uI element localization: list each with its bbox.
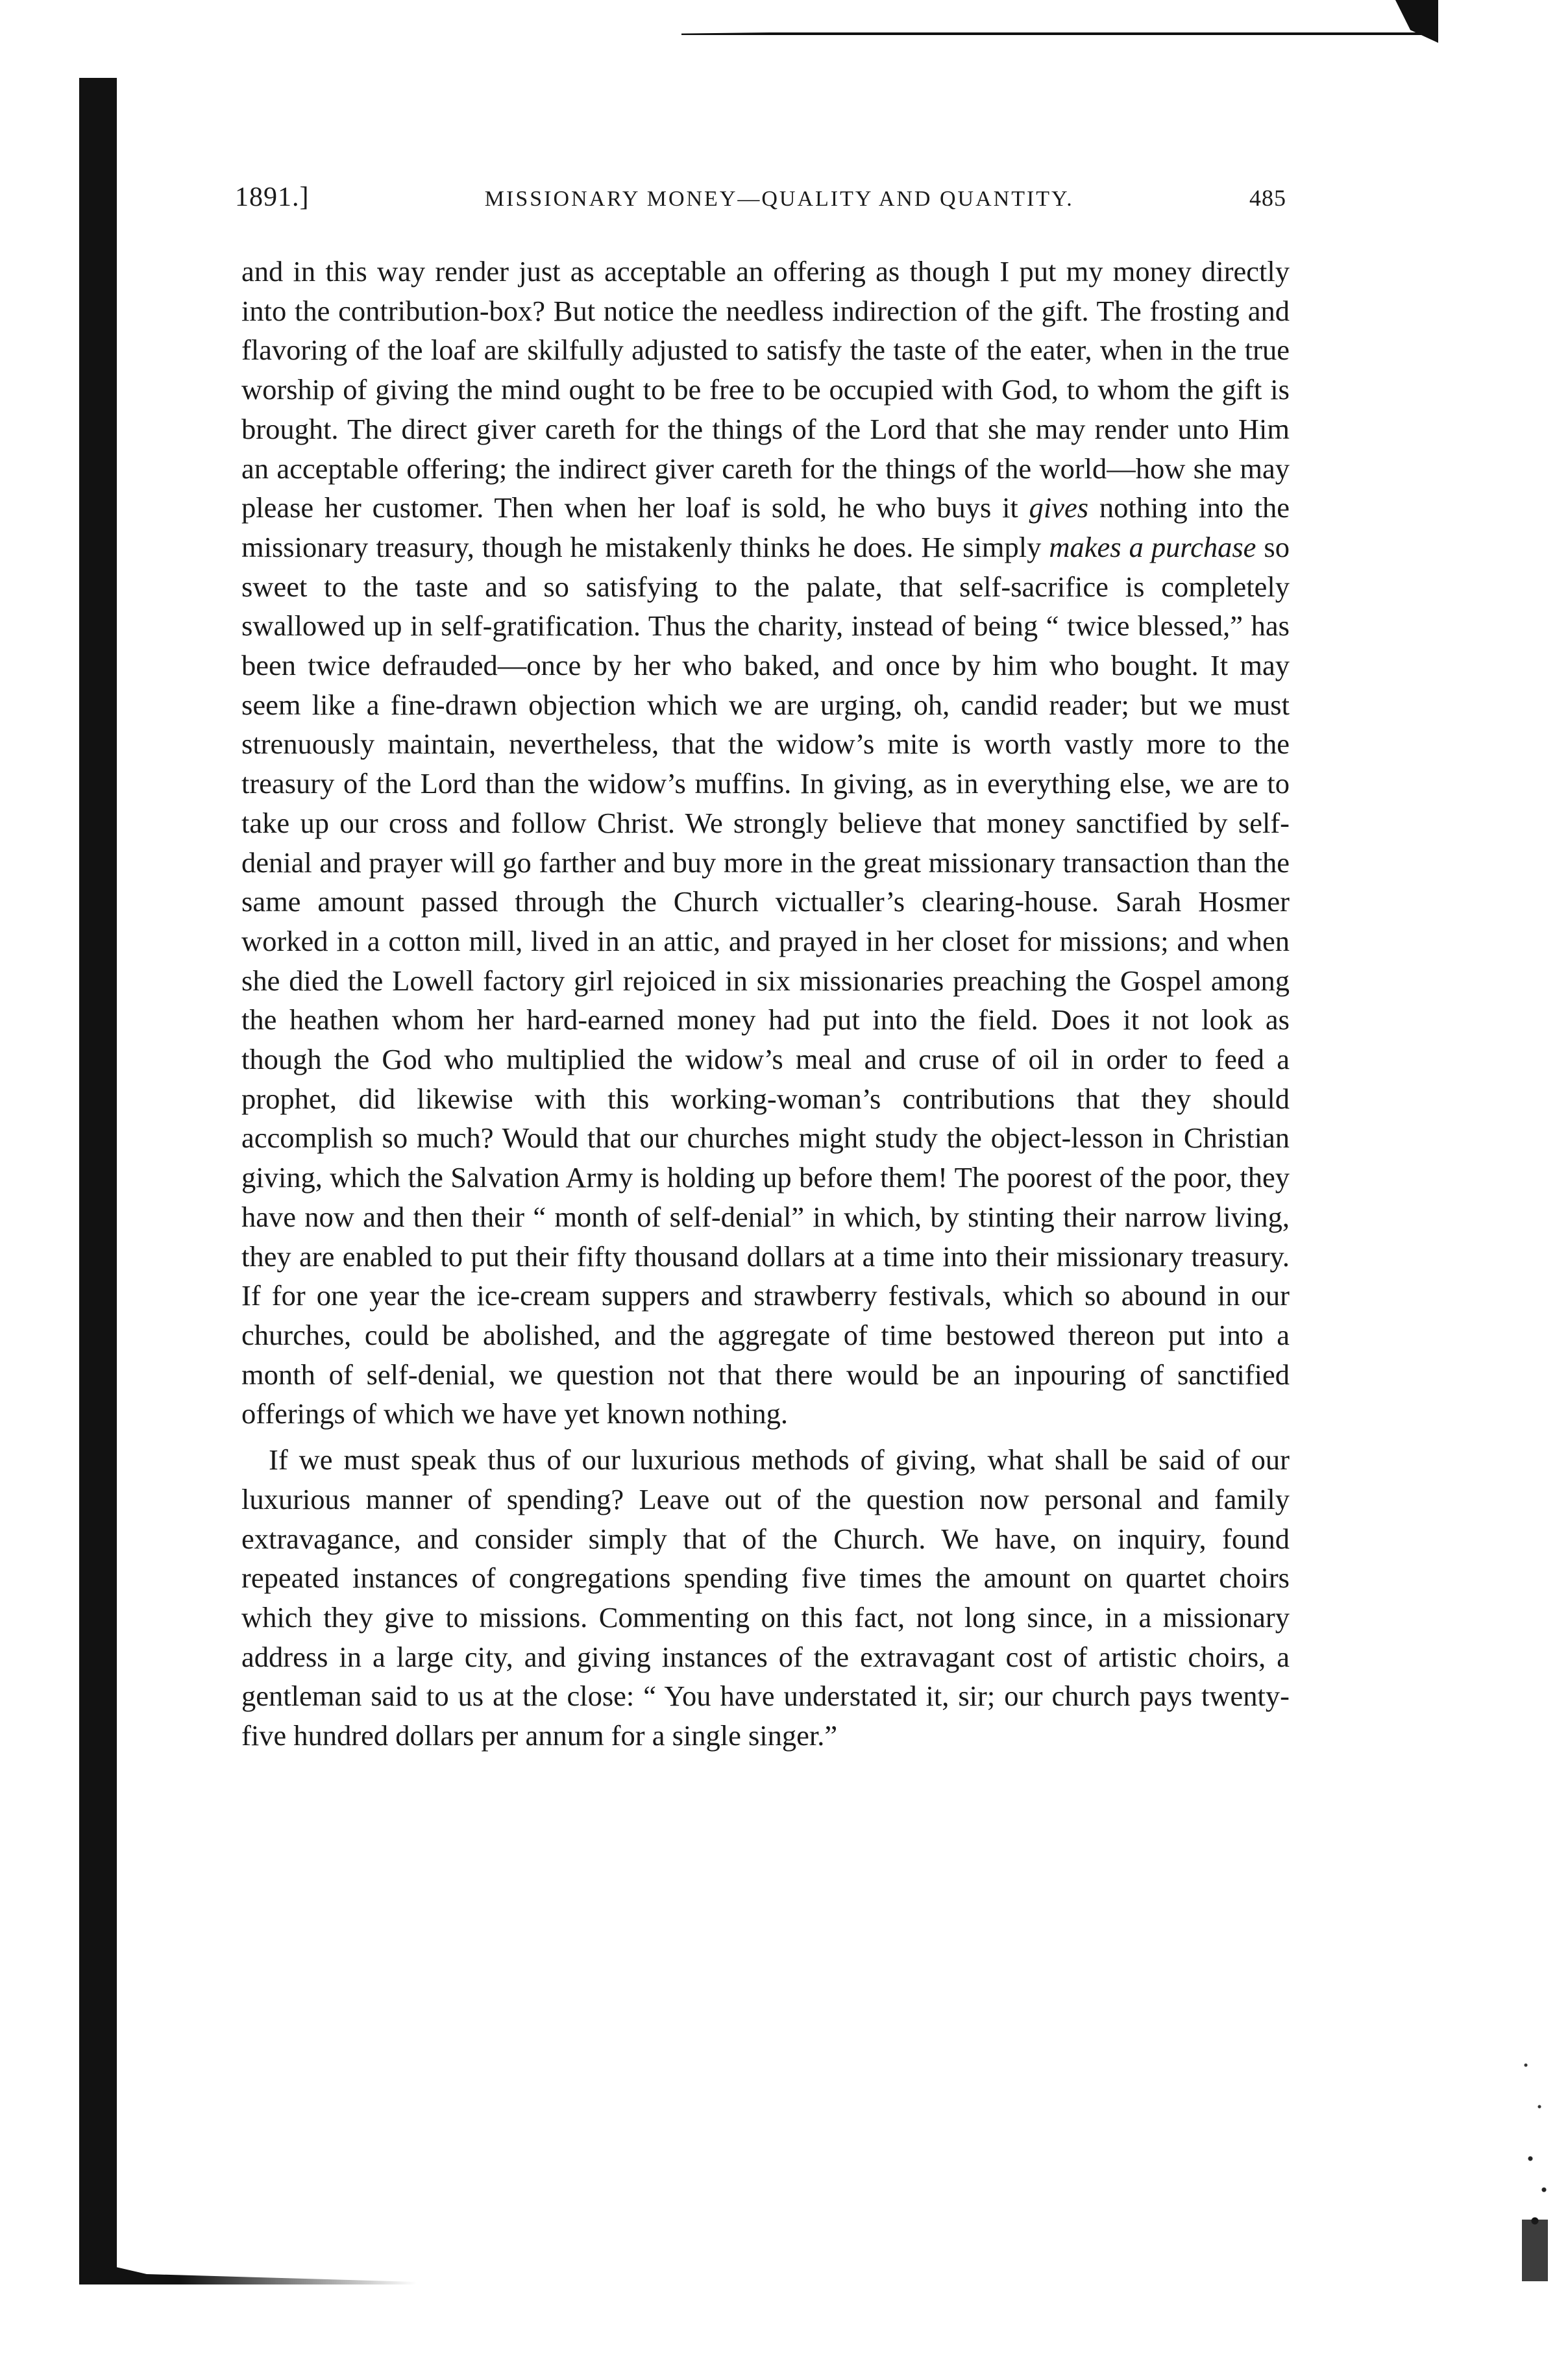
- paragraph-2: If we must speak thus of our luxurious methods of giving, what shall be said of our luxurious manner of spending? Leave out of the question now personal and family extravagance, and consider simply that of the Church. We have, on inquiry, found repeated instances of congregations spending five times the amount on quartet choirs which they give to missions. Commenting on this fact, not long since, in a missionary address in a large city, and giving instances of the extravagant cost of artistic choirs, a gentleman said to us at the close: “ You have understated it, sir; our church pays twenty-five hundred dollars per annum for a single singer.”: [241, 1443, 1290, 1752]
- paragraph-1-part-1: and in this way render just as acceptable an offering as though I put my money directly into the contribution-box? But notice the needless indirection of the gift. The frosting and flavoring of the loaf are skilfully adjusted to satisfy the taste of the eater, when in the true worship of giving the mind ought to be free to be occupied with God, to whom the gift is brought. The direct giver careth for the things of the Lord that she may render unto Him an acceptable offering; the indirect giver careth for the things of the world—how she may please her customer. Then when her loaf is sold, he who buys it: [241, 255, 1290, 524]
- scan-edge-block: [1522, 2220, 1548, 2281]
- header-page-number: 485: [1249, 185, 1286, 211]
- header-year: 1891.]: [235, 182, 310, 212]
- paragraph-1-italic-purchase: makes a purchase: [1049, 530, 1256, 563]
- scan-binding-shadow: [79, 78, 117, 2284]
- scan-top-rule: [681, 25, 1434, 47]
- scan-binding-shadow-bottom: [79, 2259, 417, 2284]
- paragraph-1-part-3: so sweet to the taste and so satisfying to the palate, that self-sacrifice is completely swallowed up in self-gratification. Thus the charity, instead of being “ twice blessed,” has been twice defrauded—once by her who baked, and once by him who bought. It may seem like a fine-drawn objection which we are urging, oh, candid reader; but we must strenuously maintain, nevertheless, that the widow’s mite is worth vastly more to the treasury of the Lord than the widow’s muffins. In giving, as in everything else, we are to take up our cross and follow Christ. We strongly believe that money sanctified by self-denial and prayer will go farther and buy more in the great missionary transaction than the same amount passed through the Church victualler’s clearing-house. Sarah Hosmer worked in a cotton mill, lived in an attic, and prayed in her closet for missions; and when she died the Lowell factory girl rejoiced in six missionaries preaching the Gospel among the heathen whom her hard-earned money had put into the field. Does it not look as though the God who multiplied the widow’s meal and cruse of oil in order to feed a prophet, did likewise with this working-woman’s contributions that they should accomplish so much? Would that our churches might study the object-lesson in Christian giving, which the Salvation Army is holding up before them! The poorest of the poor, they have now and then their “ month of self-denial” in which, by stinting their narrow living, they are enabled to put their fifty thousand dollars at a time into their missionary treasury. If for one year the ice-cream suppers and strawberry festivals, which so abound in our churches, could be abolished, and the aggregate of time bestowed thereon put into a month of self-denial, we question not that there would be an inpouring of sanctified offerings of which we have yet known nothing.: [241, 530, 1290, 1430]
- paragraph-1: [241, 252, 1290, 1434]
- paragraph-1-part-2: nothing into the missionary treasury, though he mistakenly thinks he does. He simply: [241, 491, 1290, 563]
- paragraph-1-italic-gives: gives: [1029, 491, 1089, 524]
- header-running-title: MISSIONARY MONEY—QUALITY AND QUANTITY.: [484, 187, 1074, 211]
- running-header: [235, 182, 1286, 221]
- body-text: [241, 252, 1290, 1756]
